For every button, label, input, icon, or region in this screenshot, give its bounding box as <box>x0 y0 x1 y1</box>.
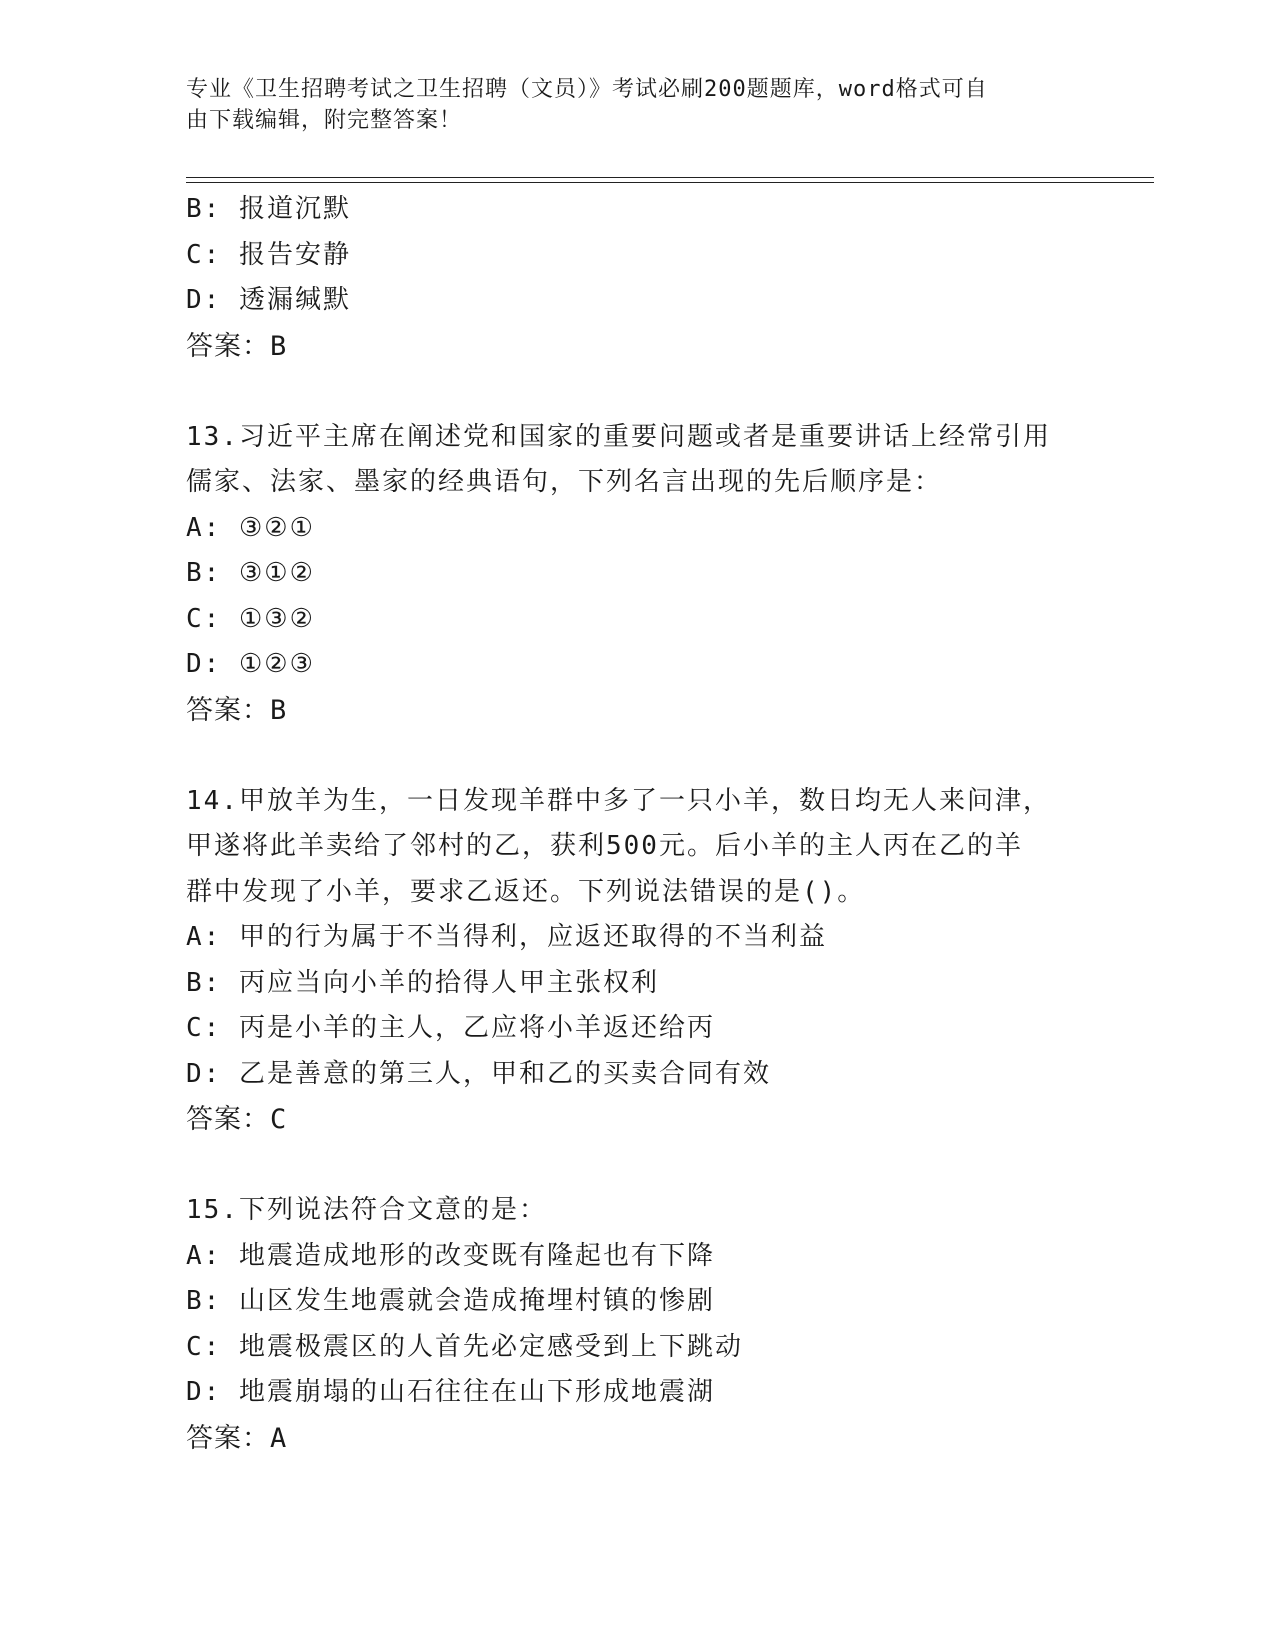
option-a: A: 甲的行为属于不当得利，应返还取得的不当利益 <box>186 922 827 952</box>
header-divider-bottom <box>186 182 1154 183</box>
question-stem-line: 14.甲放羊为生，一日发现羊群中多了一只小羊，数日均无人来问津， <box>186 785 1051 816</box>
header-divider-top <box>186 177 1154 178</box>
question-stem-line: 13.习近平主席在阐述党和国家的重要问题或者是重要讲话上经常引用 <box>186 421 1051 452</box>
answer-line: 答案：C <box>186 1104 288 1135</box>
option-d: D: 乙是善意的第三人，甲和乙的买卖合同有效 <box>186 1058 771 1089</box>
option-b: B: 报道沉默 <box>186 194 351 224</box>
question-15 <box>186 1188 1086 1461</box>
answer-line: 答案：A <box>186 1422 288 1454</box>
option-b: B: 山区发生地震就会造成掩埋村镇的惨剧 <box>186 1286 715 1316</box>
option-b: B: ③①② <box>186 558 315 588</box>
answer-line: 答案：B <box>186 694 288 726</box>
option-c: C: 报告安静 <box>186 239 351 270</box>
question-stem-line: 群中发现了小羊，要求乙返还。下列说法错误的是()。 <box>186 876 866 907</box>
previous-question-tail <box>186 187 1086 369</box>
option-d: D: 透漏缄默 <box>186 285 351 315</box>
question-stem-line: 15.下列说法符合文意的是： <box>186 1195 547 1225</box>
option-c: C: 丙是小羊的主人，乙应将小羊返还给丙 <box>186 1013 715 1043</box>
option-d: D: 地震崩塌的山石往往在山下形成地震湖 <box>186 1377 715 1407</box>
spacer <box>186 1143 1086 1189</box>
option-b: B: 丙应当向小羊的拾得人甲主张权利 <box>186 967 659 998</box>
option-c: C: 地震极震区的人首先必定感受到上下跳动 <box>186 1331 743 1362</box>
spacer <box>186 369 1086 415</box>
answer-line: 答案：B <box>186 330 288 362</box>
document-header <box>186 74 1086 136</box>
header-line-1: 专业《卫生招聘考试之卫生招聘（文员）》考试必刷200题题库，word格式可自 <box>186 77 988 102</box>
option-a: A: 地震造成地形的改变既有隆起也有下降 <box>186 1240 715 1271</box>
question-list <box>186 187 1086 1461</box>
option-a: A: ③②① <box>186 512 315 543</box>
question-13 <box>186 415 1086 734</box>
question-stem-line: 儒家、法家、墨家的经典语句，下列名言出现的先后顺序是： <box>186 467 943 497</box>
option-c: C: ①③② <box>186 603 315 634</box>
spacer <box>186 733 1086 779</box>
option-d: D: ①②③ <box>186 649 315 679</box>
header-line-2: 由下载编辑，附完整答案！ <box>186 108 463 133</box>
question-14 <box>186 779 1086 1143</box>
question-stem-line: 甲遂将此羊卖给了邻村的乙，获利500元。后小羊的主人丙在乙的羊 <box>186 831 1023 861</box>
